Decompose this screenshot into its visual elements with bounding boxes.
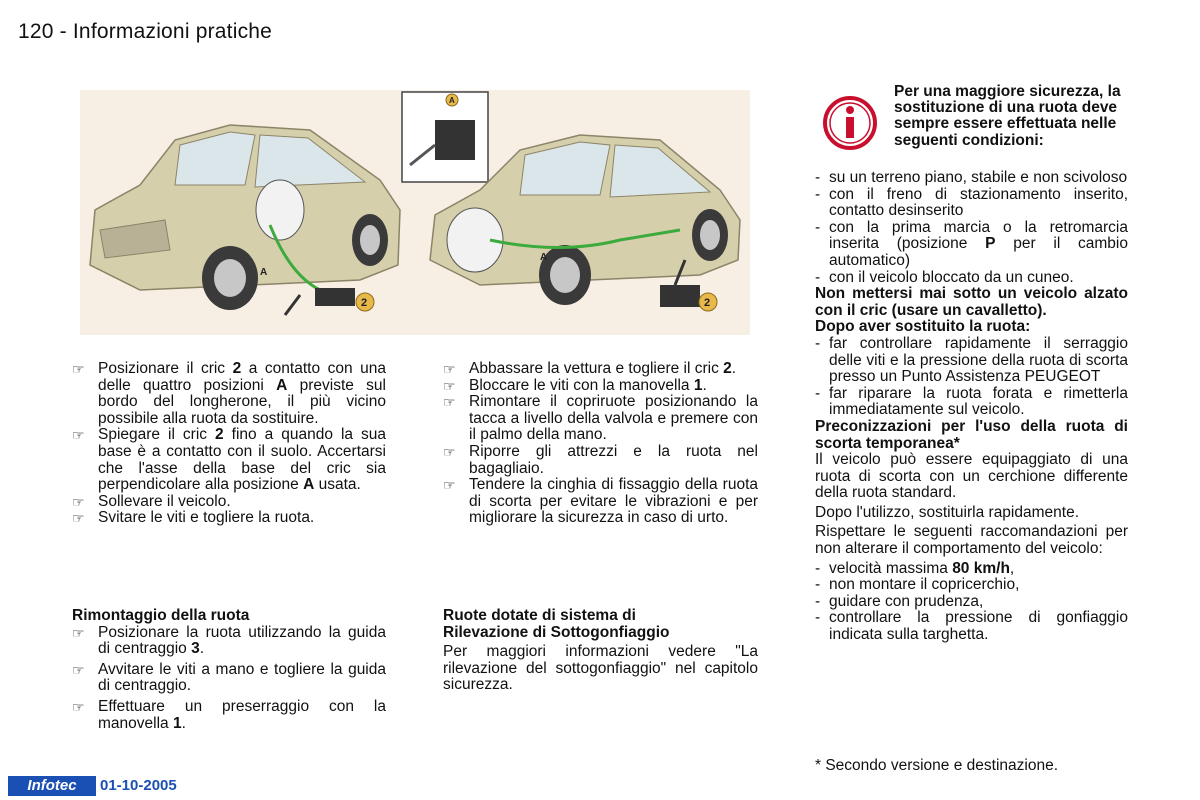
jack-left [285,288,355,315]
list-item: ☞ Bloccare le viti con la manovella 1. [443,376,707,394]
position-a-label-right: A [540,252,548,263]
footnote: * Secondo versione e destinazione. [815,757,1058,774]
caution-text: Non mettersi mai sotto un veicolo alzato con il cric (usare un cavalletto). [815,285,1128,319]
column-1-steps [72,361,386,527]
section-text: Per maggiori informazioni vedere "La rilevazione del sottogonfiaggio" nel capitolo sicurezza. [443,643,758,694]
list-item: - far controllare rapidamente il serraggio delle viti e la pressione della ruota di scorta presso un Punto Assistenza PEUGEOT [815,334,1128,386]
after-heading: Dopo aver sostituito la ruota: [815,318,1031,336]
list-item: ☞ Posizionare il cric 2 a contatto con una delle quattro posizioni A previste sul bordo del longherone, il più vicino possibile alla ruota da sostituire. [72,360,386,427]
section-heading-line2: Rilevazione di Sottogonfiaggio [443,623,670,641]
list-item: - con la prima marcia o la retromarcia inserita (posizione P per il cambio automatico) [815,218,1128,269]
list-item: - con il veicolo bloccato da un cuneo. [815,268,1074,286]
list-item: - su un terreno piano, stabile e non scivoloso [815,169,1128,186]
pointing-hand-icon: ☞ [72,698,85,715]
column-2-steps [443,361,758,527]
list-item: - far riparare la ruota forata e rimetterla immediatamente sul veicolo. [815,384,1128,419]
detail-inset [402,92,488,182]
list-item: ☞ Riporre gli attrezzi e la ruota nel bagagliaio. [443,442,758,477]
infotec-logo: Infotec [8,776,96,796]
position-a-label: A [260,267,268,278]
column-2-tpms-section [443,608,758,694]
inset-a-label: A [449,96,455,105]
car-left [90,125,400,310]
temp-wheel-paragraph-3: Rispettare le seguenti raccomandazioni per non alterare il comportamento del veicolo: [815,523,1128,558]
list-item: ☞ Abbassare la vettura e togliere il cric 2. [443,360,737,377]
print-date: 01-10-2005 [100,777,177,794]
info-warning-icon [822,95,878,151]
column-3-conditions [815,170,1128,644]
jack-number-label: 2 [361,297,368,309]
pointing-hand-icon: ☞ [443,443,456,460]
list-item: - controllare la pressione di gonfiaggio indicata sulla targhetta. [815,609,1128,644]
warning-text: Per una maggiore sicurezza, la sostituzione di una ruota deve sempre essere effettuata nelle seguenti condizioni: [894,83,1121,149]
list-item: ☞ Avvitare le viti a mano e togliere la guida di centraggio. [72,660,386,695]
list-item: - guidare con prudenza, [815,592,984,610]
column-1-refit-section [72,608,386,732]
list-item: - velocità massima 80 km/h, [815,559,1015,577]
list-item: ☞ Posizionare la ruota utilizzando la guida di centraggio 3. [72,623,386,658]
list-item: ☞ Rimontare il copriruote posizionando la tacca a livello della valvola e premere con il palmo della mano. [443,393,758,444]
pointing-hand-icon: ☞ [72,624,85,641]
pointing-hand-icon: ☞ [443,394,456,411]
list-item: - non montare il copricerchio, [815,576,1020,594]
page-title: 120 - Informazioni pratiche [18,20,273,43]
list-item: ☞ Svitare le viti e togliere la ruota. [72,509,315,527]
temp-wheel-paragraph-2: Dopo l'utilizzo, sostituirla rapidamente. [815,503,1079,521]
list-item: ☞ Effettuare un preserraggio con la manovella 1. [72,697,386,732]
list-item: ☞ Spiegare il cric 2 fino a quando la sua base è a contatto con il suolo. Accertarsi che l'asse della base del cric sia perpendicolare alla posizione A usata. [72,426,386,494]
pointing-hand-icon: ☞ [72,361,85,377]
pointing-hand-icon: ☞ [72,661,85,678]
list-item: ☞ Sollevare il veicolo. [72,492,231,510]
wheel-change-illustration [80,90,750,335]
list-item: - con il freno di stazionamento inserito, contatto desinserito [815,185,1128,220]
temp-wheel-heading: Preconizzazioni per l'uso della ruota di scorta temporanea* [815,417,1128,452]
list-item: ☞ Tendere la cinghia di fissaggio della ruota di scorta per evitare le vibrazioni e per migliorare la sicurezza in caso di urto. [443,476,758,527]
jack-number-label-right: 2 [704,297,711,309]
pointing-hand-icon: ☞ [443,477,456,494]
section-heading-line1: Ruote dotate di sistema di [443,607,636,624]
temp-wheel-paragraph-1: Il veicolo può essere equipaggiato di una ruota di scorta con un cerchione differente della ruota standard. [815,451,1128,502]
pointing-hand-icon: ☞ [443,377,456,394]
section-heading: Rimontaggio della ruota [72,607,250,624]
pointing-hand-icon: ☞ [443,361,456,377]
pointing-hand-icon: ☞ [72,427,85,444]
pointing-hand-icon: ☞ [72,493,85,510]
pointing-hand-icon: ☞ [72,510,85,527]
car-jack-diagram [80,90,750,335]
